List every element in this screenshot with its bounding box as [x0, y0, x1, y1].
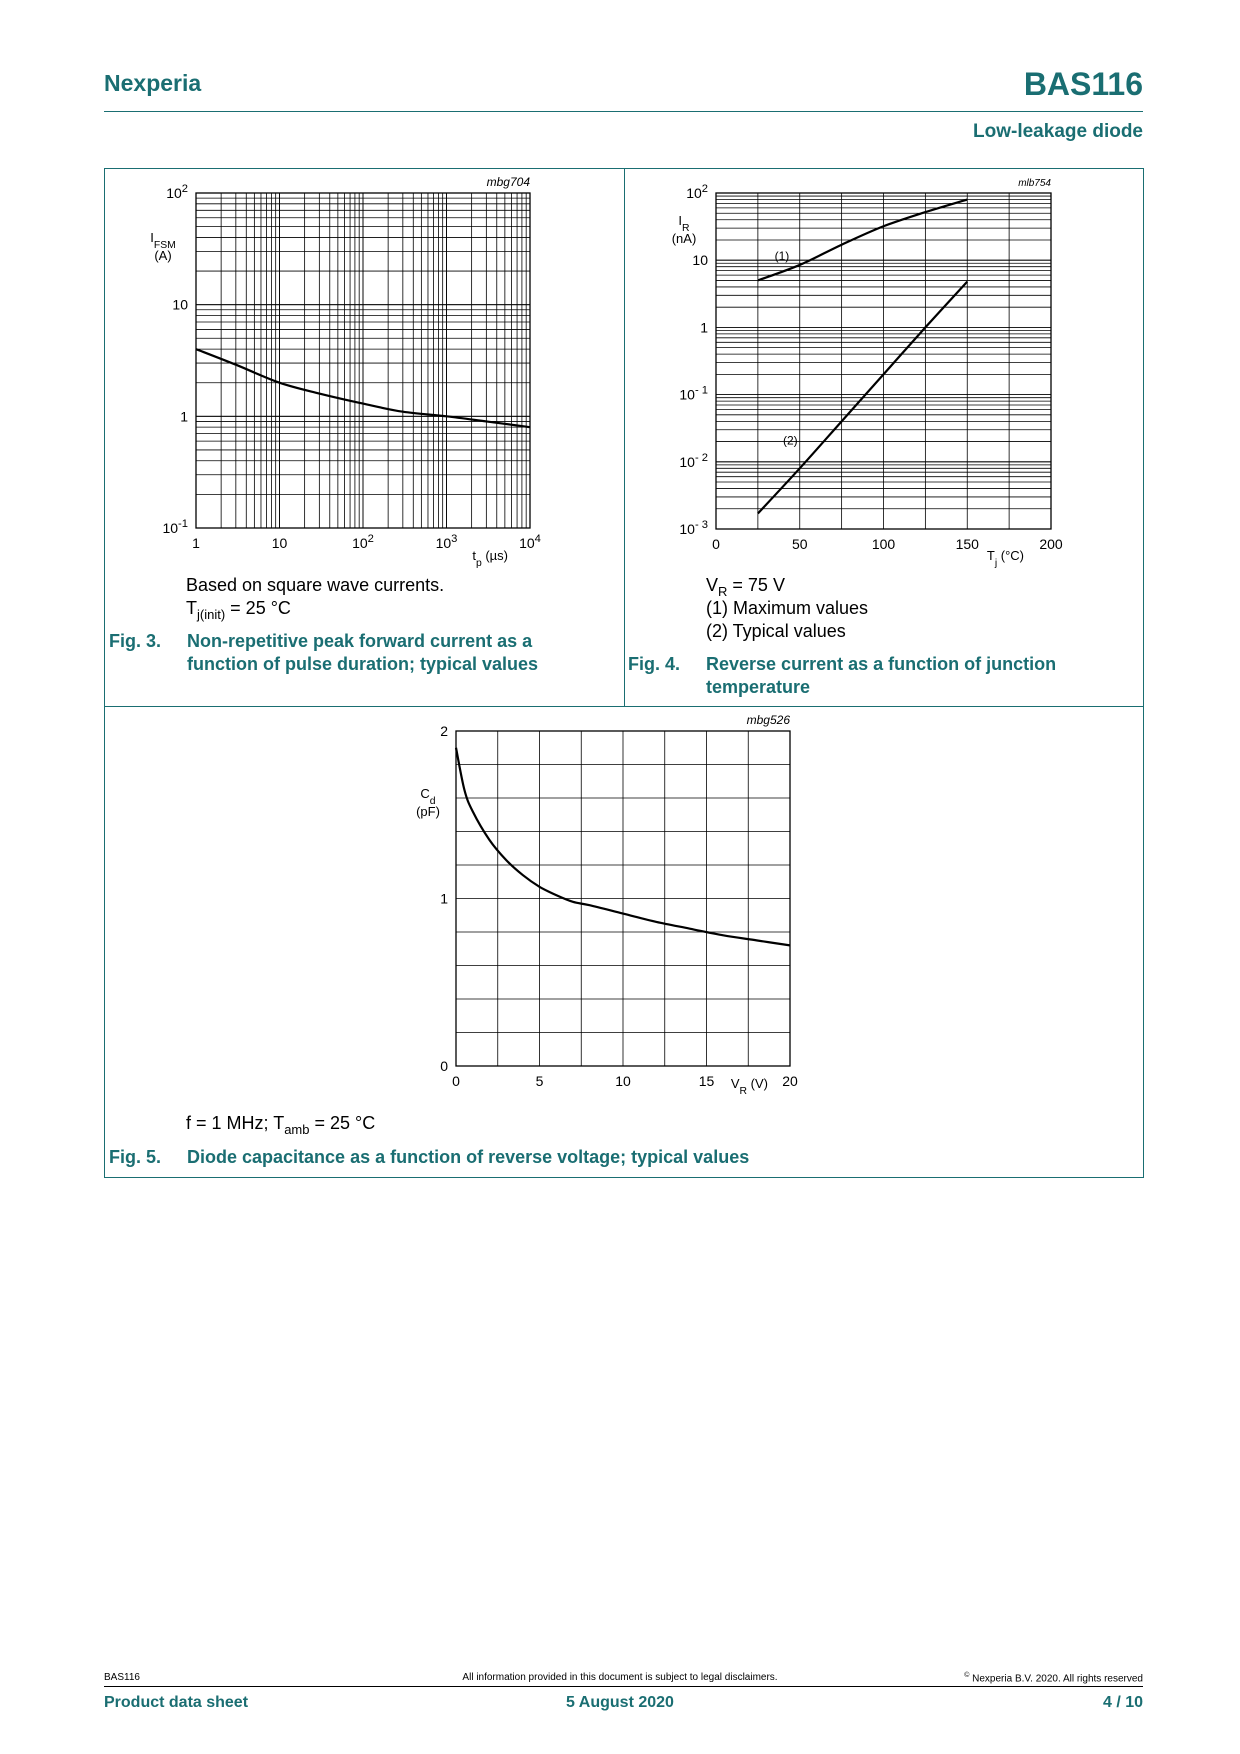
fig4-y-axis-unit: (nA) [671, 231, 697, 246]
fig5-y-tick-label: 2 [440, 723, 448, 739]
fig4-note-2: (1) Maximum values [706, 598, 869, 618]
footer-page-number: 4 / 10 [1102, 1694, 1143, 1711]
fig3-y-tick-label: $10^{-1}$ [162, 518, 188, 536]
footer-divider [104, 1686, 1143, 1687]
copyright-mark: © [964, 1672, 970, 1679]
footer-doc-id: BAS116 [104, 1672, 140, 1683]
fig4-y-tick-label: 10 [692, 252, 708, 269]
fig4-x-tick-label: 150 [955, 536, 979, 552]
brand-name: Nexperia [104, 70, 202, 96]
fig5-y-axis-unit: (pF) [416, 804, 440, 819]
fig5-x-axis-label: $V_R$ (V) [730, 1076, 768, 1097]
fig3-note-tj-sub: j(init) [197, 607, 226, 622]
fig4-y-tick-label: 1 [700, 319, 708, 336]
fig4-note-vr-rest: = 75 V [727, 575, 785, 595]
footer-date: 5 August 2020 [566, 1694, 674, 1711]
fig3-x-tick-label: 10 [271, 535, 288, 551]
fig4-series-label-1: (2) [783, 433, 798, 448]
fig3-x-tick-label: $10^4$ [519, 533, 541, 551]
fig3-x-tick-label: $10^3$ [435, 533, 458, 551]
fig4-note-vr-sub: R [718, 584, 728, 599]
fig4-number: Fig. 4. [628, 654, 681, 674]
fig4-x-axis-label: $T_j$ (°C) [986, 548, 1024, 569]
fig4-series-label-0: (1) [774, 249, 790, 264]
fig5-caption [109, 1146, 1109, 1171]
fig4-x-tick-label: 100 [871, 536, 896, 552]
fig3-note-1: Based on square wave currents. [186, 575, 445, 595]
fig4-caption-line2: temperature [706, 677, 811, 697]
document-subtitle: Low-leakage diode [973, 121, 1143, 142]
fig4-y-tick-label: $10^{- 1}$ [679, 384, 708, 403]
fig4-x-tick-label: 200 [1039, 536, 1063, 552]
fig4-y-tick-label: $10^{- 2}$ [679, 451, 708, 470]
fig5-caption-line1: Diode capacitance as a function of reverse voltage; typical values [187, 1147, 750, 1167]
fig3-y-axis-label: $I_{FSM}$ [150, 230, 176, 251]
fig3-note-tj-rest: = 25 °C [225, 598, 291, 618]
fig4-figure-code: mlb754 [1018, 178, 1051, 189]
fig3-caption-line1: Non-repetitive peak forward current as a [187, 631, 533, 651]
fig5-figure-code: mbg526 [746, 713, 790, 727]
fig4-x-tick-label: 0 [712, 536, 720, 552]
footer-doc-type: Product data sheet [104, 1694, 249, 1711]
fig5-x-tick-label: 15 [698, 1073, 715, 1089]
fig3-x-tick-label: 1 [192, 535, 200, 551]
fig5-x-tick-label: 20 [782, 1073, 798, 1089]
fig5-x-tick-label: 10 [615, 1073, 631, 1089]
fig3-number: Fig. 3. [109, 631, 162, 651]
fig4-y-axis-label: $I_R$ [678, 213, 690, 234]
fig3-note-tj: T [186, 598, 197, 618]
fig4-x-tick-label: 50 [791, 536, 808, 552]
fig3-x-axis-label: $t_p$ (µs) [472, 548, 508, 569]
fig4-caption-line1: Reverse current as a function of junction [706, 654, 1057, 674]
fig5-y-axis-label: $C_d$ [420, 786, 436, 807]
fig4-y-tick-label: $10^2$ [686, 183, 708, 201]
fig5-x-tick-label: 0 [452, 1073, 460, 1089]
fig3-y-tick-label: 1 [180, 408, 188, 425]
fig5-number: Fig. 5. [109, 1147, 162, 1167]
fig5-grid [456, 731, 790, 1066]
fig3-caption-line2: function of pulse duration; typical values [187, 654, 539, 674]
fig3-figure-code: mbg704 [486, 175, 530, 189]
fig5-note-t-rest: = 25 °C [309, 1113, 376, 1133]
fig4-y-tick-label: $10^{- 3}$ [679, 519, 708, 537]
footer-copyright-text: Nexperia B.V. 2020. All rights reserved [969, 1673, 1143, 1685]
fig5-note-f: f = 1 MHz; T [186, 1113, 285, 1133]
fig5-y-tick-label: 1 [440, 890, 448, 907]
fig5-y-tick-label: 0 [440, 1058, 448, 1074]
fig3-y-axis-unit: (A) [154, 248, 172, 263]
fig4-note-3: (2) Typical values [706, 621, 846, 641]
fig3-x-tick-label: $10^2$ [352, 533, 374, 551]
document-id: BAS116 [1023, 66, 1143, 102]
fig5-note-1 [186, 1113, 376, 1137]
footer-copyright [964, 1672, 1143, 1684]
fig5-x-tick-label: 5 [535, 1073, 544, 1089]
fig4-note-vr: V [706, 575, 719, 595]
fig3-y-tick-label: 10 [172, 296, 188, 313]
footer-disclaimer: All information provided in this document is subject to legal disclaimers. [462, 1672, 778, 1683]
fig5-note-t-sub: amb [284, 1122, 310, 1137]
fig3-y-tick-label: $10^2$ [166, 183, 188, 201]
